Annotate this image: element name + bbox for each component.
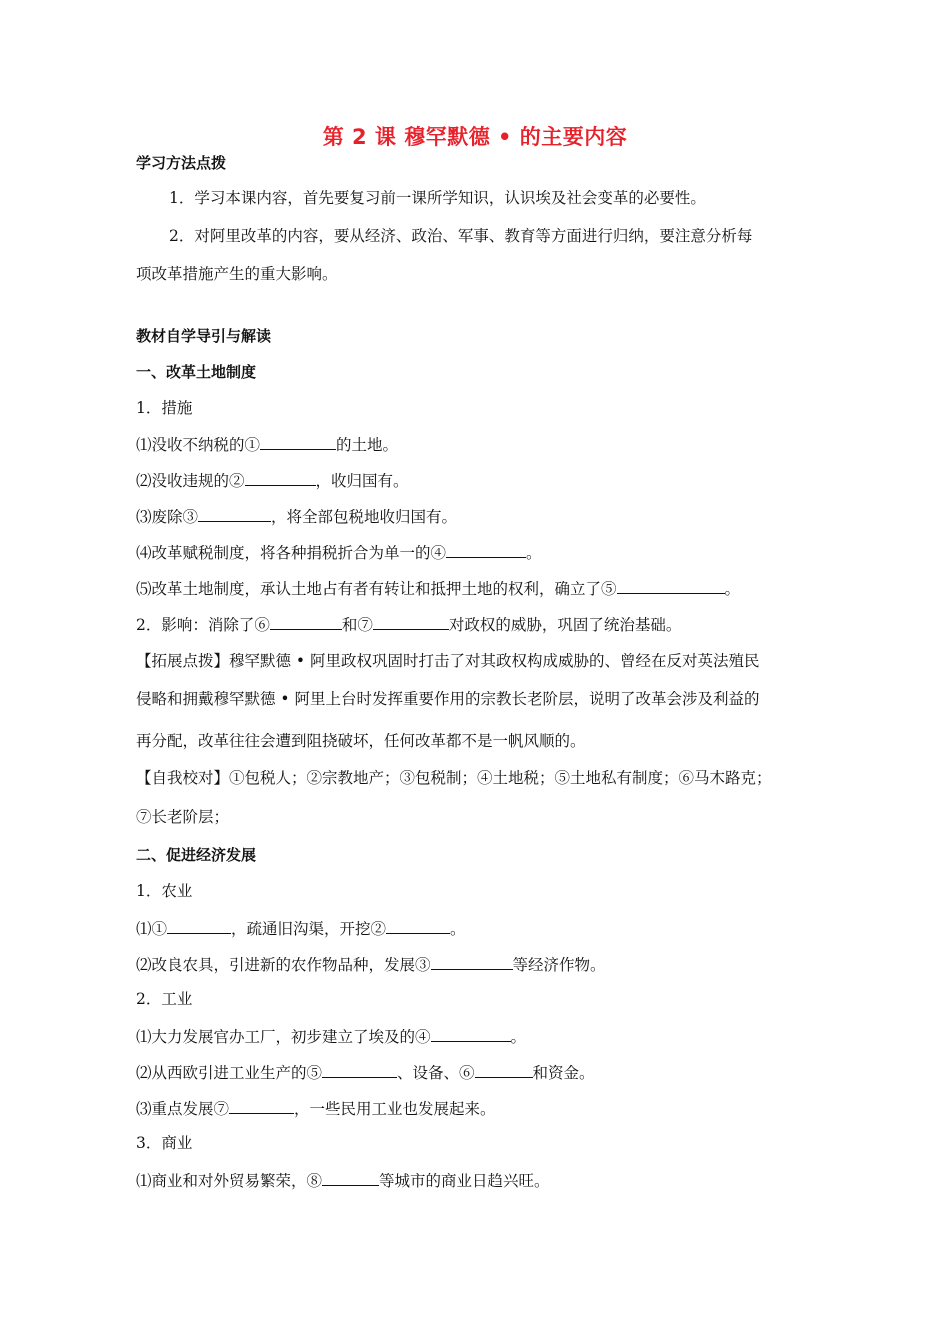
section-1-heading: 一、改革土地制度	[136, 363, 257, 381]
industry-item-1	[136, 1025, 526, 1047]
measures-subheading: 1．措施	[136, 399, 193, 417]
item-text: ，收归国有。	[315, 472, 409, 490]
industry-subheading: 2．工业	[136, 990, 193, 1008]
fill-blank-5[interactable]	[617, 577, 725, 594]
measure-item-3	[136, 505, 457, 527]
item-text: ⑷改革赋税制度，将各种捐税折合为单一的④	[136, 544, 447, 562]
commerce-subheading: 3．商业	[136, 1134, 193, 1152]
fill-blank-a1[interactable]	[167, 917, 231, 934]
item-text: 。	[450, 920, 466, 938]
extension-note-line-3: 再分配，改革往往会遭到阻挠破坏，任何改革都不是一帆风顺的。	[136, 732, 586, 750]
method-paragraph-2b: 项改革措施产生的重大影响。	[136, 265, 338, 283]
fill-blank-i5[interactable]	[322, 1061, 397, 1078]
industry-item-3	[136, 1097, 496, 1119]
measure-item-4	[136, 541, 542, 563]
item-text: ⑶重点发展⑦	[136, 1100, 230, 1118]
section-2-heading: 二、促进经济发展	[136, 846, 257, 864]
extension-note-line-2: 侵略和拥戴穆罕默德 • 阿里上台时发挥重要作用的宗教长老阶层，说明了改革会涉及利益的	[136, 690, 760, 708]
item-text: 。	[526, 544, 542, 562]
extension-note-line-1: 【拓展点拨】穆罕默德 • 阿里政权巩固时打击了对其政权构成威胁的、曾经在反对英法殖民	[136, 652, 760, 670]
commerce-item-1	[136, 1169, 550, 1191]
fill-blank-i6[interactable]	[475, 1061, 533, 1078]
method-heading: 学习方法点拨	[136, 154, 227, 172]
item-text: ⑴①	[136, 920, 168, 938]
item-text: ，疏通旧沟渠，开挖②	[231, 920, 387, 938]
fill-blank-7[interactable]	[373, 613, 449, 630]
item-text: ⑵没收违规的②	[136, 472, 245, 490]
item-text: 的土地。	[336, 436, 399, 454]
measure-item-2	[136, 469, 409, 491]
fill-blank-1[interactable]	[260, 433, 336, 450]
item-text: ⑴商业和对外贸易繁荣，⑧	[136, 1172, 323, 1190]
item-text: ⑶废除③	[136, 508, 199, 526]
measure-item-5	[136, 577, 740, 599]
method-paragraph-2a: 2．对阿里改革的内容，要从经济、政治、军事、教育等方面进行归纳，要注意分析每	[169, 227, 753, 245]
page-title: 第 2 课 穆罕默德 • 的主要内容	[322, 125, 628, 149]
fill-blank-3[interactable]	[198, 505, 271, 522]
item-text: 2．影响：消除了⑥	[136, 616, 270, 634]
industry-item-2	[136, 1061, 595, 1083]
item-text: 对政权的威胁，巩固了统治基础。	[448, 616, 682, 634]
item-text: ⑴没收不纳税的①	[136, 436, 261, 454]
agriculture-subheading: 1．农业	[136, 882, 193, 900]
item-text: 和资金。	[532, 1064, 595, 1082]
fill-blank-i7[interactable]	[229, 1097, 294, 1114]
item-text: ，一些民用工业也发展起来。	[294, 1100, 496, 1118]
self-check-line-1: 【自我校对】①包税人；②宗教地产；③包税制；④土地税；⑤土地私有制度；⑥马木路克；	[136, 769, 772, 787]
fill-blank-c8[interactable]	[322, 1169, 379, 1186]
item-text: ⑵改良农具，引进新的农作物品种，发展③	[136, 956, 431, 974]
item-text: 等经济作物。	[512, 956, 606, 974]
fill-blank-a2[interactable]	[386, 917, 450, 934]
item-text: ，将全部包税地收归国有。	[271, 508, 458, 526]
agri-item-1	[136, 917, 466, 939]
item-text: 等城市的商业日趋兴旺。	[379, 1172, 550, 1190]
fill-blank-4[interactable]	[446, 541, 526, 558]
item-text: ⑴大力发展官办工厂，初步建立了埃及的④	[136, 1028, 431, 1046]
item-text: 和⑦	[341, 616, 373, 634]
item-text: ⑸改革土地制度，承认土地占有者有转让和抵押土地的权利，确立了⑤	[136, 580, 617, 598]
method-paragraph-1: 1．学习本课内容，首先要复习前一课所学知识，认识埃及社会变革的必要性。	[169, 189, 706, 207]
guide-heading: 教材自学导引与解读	[136, 327, 272, 345]
measure-item-1	[136, 433, 398, 455]
fill-blank-2[interactable]	[245, 469, 316, 486]
impact-item	[136, 613, 681, 635]
fill-blank-a3[interactable]	[431, 953, 513, 970]
agri-item-2	[136, 953, 606, 975]
item-text: 、设备、⑥	[397, 1064, 475, 1082]
fill-blank-6[interactable]	[270, 613, 342, 630]
self-check-line-2: ⑦长老阶层；	[136, 808, 230, 826]
item-text: 。	[724, 580, 741, 598]
fill-blank-i4[interactable]	[431, 1025, 511, 1042]
item-text: 。	[510, 1028, 527, 1046]
item-text: ⑵从西欧引进工业生产的⑤	[136, 1064, 323, 1082]
